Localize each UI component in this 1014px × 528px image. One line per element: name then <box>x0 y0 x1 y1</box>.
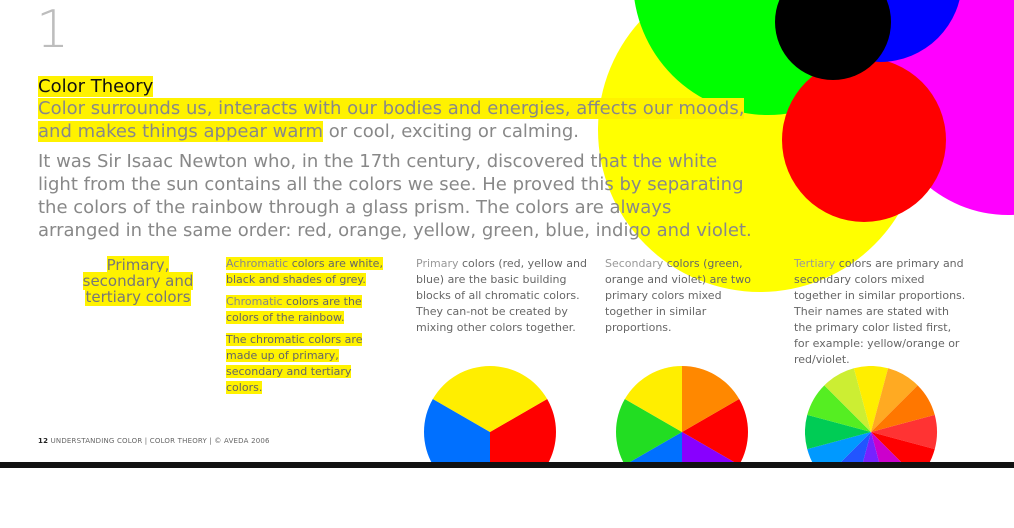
tertiary-text: colors are primary and secondary colors mixed together in similar proportions. Their names are stated with the primary color listed first, for example: yellow/orange or red/violet. <box>794 257 966 366</box>
page-footer <box>38 437 270 445</box>
primary-color-wheel <box>424 366 574 466</box>
red-circle <box>782 58 946 222</box>
chromatic-made-note <box>226 332 386 396</box>
tertiary-description <box>794 256 969 368</box>
chromatic-text: colors are the colors of the rainbow. <box>226 295 362 324</box>
page-bottom-edge <box>0 462 1014 468</box>
secondary-color-wheel <box>616 366 766 466</box>
secondary-term: Secondary <box>605 257 664 270</box>
achromatic-note <box>226 256 386 288</box>
intro-rest: or cool, exciting or calming. <box>323 121 579 142</box>
footer-page-number: 12 <box>38 437 49 445</box>
page <box>8 0 1014 468</box>
newton-paragraph: It was Sir Isaac Newton who, in the 17th century, discovered that the white light from the sun contains all the colors we see. He proved this by separating the colors of the rainbow through a glass prism. The colors are always arranged in the same order: red, orange, yellow, green, blue, indigo and violet. <box>38 151 752 241</box>
chromatic-term: Chromatic <box>226 295 283 308</box>
intro-paragraph <box>38 97 758 143</box>
chromatic-note <box>226 294 386 326</box>
tertiary-color-wheel <box>805 366 955 466</box>
intro-highlighted: Color surrounds us, interacts with our bodies and energies, affects our moods, and makes things appear warm <box>38 98 745 142</box>
chromatic-made-text: The chromatic colors are made up of primary, secondary and tertiary colors. <box>226 333 363 394</box>
achromatic-term: Achromatic <box>226 257 289 270</box>
secondary-text: colors (green, orange and violet) are two primary colors mixed together in similar proportions. <box>605 257 751 334</box>
primary-description <box>416 256 591 336</box>
primary-text: colors (red, yellow and blue) are the basic building blocks of all chromatic colors. They can-not be created by mixing other colors together. <box>416 257 587 334</box>
chapter-number: 1 <box>36 0 70 60</box>
primary-term: Primary <box>416 257 459 270</box>
secondary-description <box>605 256 765 336</box>
section-title-text: Color Theory <box>38 76 154 97</box>
tertiary-term: Tertiary <box>794 257 836 270</box>
section-title <box>38 76 153 98</box>
achromatic-text: colors are white, black and shades of grey. <box>226 257 383 286</box>
side-heading-text: Primary, secondary and tertiary colors <box>82 256 194 306</box>
side-heading <box>68 257 208 305</box>
footer-text: UNDERSTANDING COLOR | COLOR THEORY | © AVEDA 2006 <box>48 437 270 445</box>
